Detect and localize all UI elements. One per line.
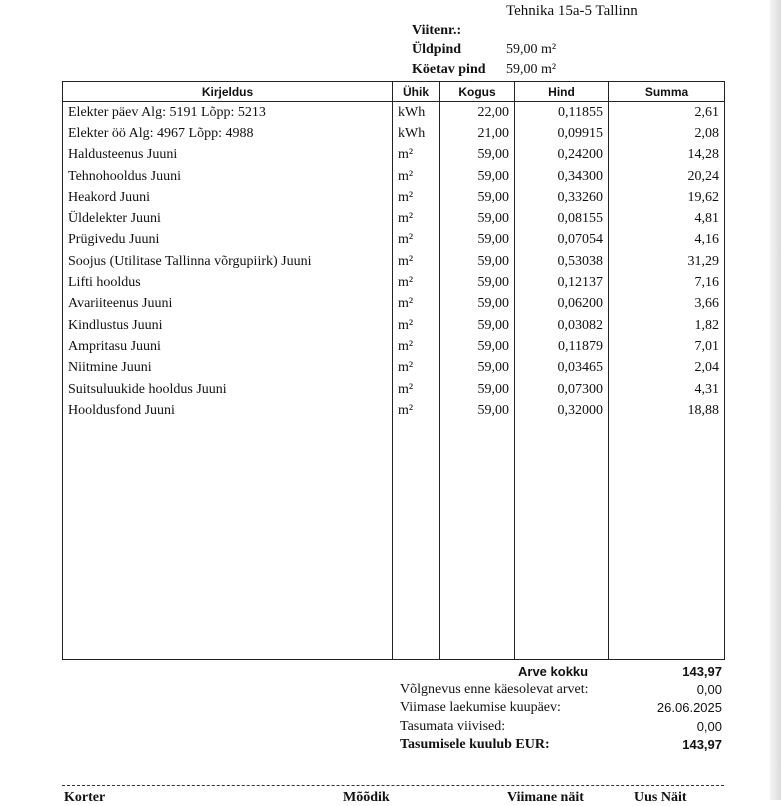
row-quantity: 59,00 (440, 336, 515, 357)
row-unit: m² (393, 379, 440, 400)
total-row (400, 664, 724, 682)
row-price: 0,03082 (515, 315, 609, 336)
row-description: Prügivedu Juuni (63, 230, 393, 251)
gross-area-value: 59,00 m² (506, 42, 557, 57)
row-price: 0,03465 (515, 358, 609, 379)
row-description: Kindlustus Juuni (63, 315, 393, 336)
payable-value: 143,97 (682, 737, 722, 752)
row-description: Heakord Juuni (63, 187, 393, 208)
row-quantity: 59,00 (440, 315, 515, 336)
table-row (63, 145, 725, 166)
row-quantity: 59,00 (440, 358, 515, 379)
table-row (63, 336, 725, 357)
row-unit: m² (393, 358, 440, 379)
heated-area-label: Köetav pind (412, 62, 486, 77)
row-unit: m² (393, 145, 440, 166)
row-sum: 4,81 (609, 208, 725, 229)
row-price: 0,07300 (515, 379, 609, 400)
row-sum: 3,66 (609, 294, 725, 315)
row-unit: kWh (393, 102, 440, 124)
row-unit: m² (393, 272, 440, 293)
last-payment-row (400, 700, 724, 718)
row-sum: 2,04 (609, 358, 725, 379)
column-header-unit: Ühik (393, 82, 440, 102)
row-description: Soojus (Utilitase Tallinna võrgupiirk) Juuni (63, 251, 393, 272)
table-row (63, 123, 725, 144)
row-quantity: 59,00 (440, 166, 515, 187)
charges-table (62, 81, 725, 660)
row-sum: 18,88 (609, 400, 725, 421)
row-sum: 1,82 (609, 315, 725, 336)
row-description: Hooldusfond Juuni (63, 400, 393, 421)
row-unit: m² (393, 251, 440, 272)
debt-label: Võlgnevus enne käesolevat arvet: (400, 682, 589, 697)
gross-area-label: Üldpind (412, 42, 462, 57)
row-description: Lifti hooldus (63, 272, 393, 293)
row-quantity: 59,00 (440, 230, 515, 251)
row-price: 0,09915 (515, 123, 609, 144)
payable-label: Tasumisele kuulub EUR: (400, 737, 550, 752)
footer-new-reading-header: Uus Näit (634, 790, 687, 805)
debt-row (400, 682, 724, 700)
table-row (63, 358, 725, 379)
row-unit: m² (393, 336, 440, 357)
column-header-price: Hind (515, 82, 609, 102)
row-unit: m² (393, 400, 440, 421)
row-price: 0,32000 (515, 400, 609, 421)
row-quantity: 59,00 (440, 294, 515, 315)
row-unit: m² (393, 187, 440, 208)
row-sum: 7,16 (609, 272, 725, 293)
row-price: 0,53038 (515, 251, 609, 272)
row-description: Niitmine Juuni (63, 358, 393, 379)
row-sum: 14,28 (609, 145, 725, 166)
row-sum: 2,08 (609, 123, 725, 144)
column-header-sum: Summa (609, 82, 725, 102)
row-quantity: 21,00 (440, 123, 515, 144)
row-quantity: 59,00 (440, 272, 515, 293)
penalty-label: Tasumata viivised: (400, 719, 506, 734)
total-value: 143,97 (682, 664, 722, 679)
row-quantity: 22,00 (440, 102, 515, 124)
row-quantity: 59,00 (440, 187, 515, 208)
row-price: 0,07054 (515, 230, 609, 251)
table-row (63, 187, 725, 208)
table-row (63, 102, 725, 124)
row-price: 0,12137 (515, 272, 609, 293)
row-price: 0,11879 (515, 336, 609, 357)
last-payment-label: Viimase laekumise kuupäev: (400, 700, 561, 715)
row-description: Suitsuluukide hooldus Juuni (63, 379, 393, 400)
row-sum: 20,24 (609, 166, 725, 187)
row-price: 0,33260 (515, 187, 609, 208)
column-header-quantity: Kogus (440, 82, 515, 102)
penalty-row (400, 719, 724, 737)
row-description: Haldusteenus Juuni (63, 145, 393, 166)
row-description: Avariiteenus Juuni (63, 294, 393, 315)
table-row (63, 400, 725, 421)
row-unit: m² (393, 315, 440, 336)
footer-last-reading-header: Viimane näit (507, 790, 584, 805)
page-edge-shadow (770, 0, 781, 800)
last-payment-value: 26.06.2025 (656, 700, 722, 715)
row-description: Tehnohooldus Juuni (63, 166, 393, 187)
table-row (63, 315, 725, 336)
heated-area-value: 59,00 m² (506, 62, 557, 77)
row-description: Üldelekter Juuni (63, 208, 393, 229)
row-unit: kWh (393, 123, 440, 144)
dashed-divider (62, 785, 724, 786)
row-quantity: 59,00 (440, 145, 515, 166)
row-description: Elekter öö Alg: 4967 Lõpp: 4988 (63, 123, 393, 144)
debt-value: 0,00 (696, 682, 722, 697)
payable-row (400, 737, 724, 755)
row-price: 0,08155 (515, 208, 609, 229)
penalty-value: 0,00 (696, 719, 722, 734)
row-unit: m² (393, 230, 440, 251)
table-row (63, 294, 725, 315)
row-price: 0,06200 (515, 294, 609, 315)
apartment-address: Tehnika 15a-5 Tallinn (506, 3, 638, 19)
row-price: 0,24200 (515, 145, 609, 166)
table-header-row (63, 82, 725, 102)
table-row (63, 251, 725, 272)
row-price: 0,34300 (515, 166, 609, 187)
table-row (63, 230, 725, 251)
column-header-description: Kirjeldus (63, 82, 393, 102)
row-sum: 4,16 (609, 230, 725, 251)
row-unit: m² (393, 294, 440, 315)
row-sum: 2,61 (609, 102, 725, 124)
row-quantity: 59,00 (440, 251, 515, 272)
row-unit: m² (393, 208, 440, 229)
footer-apartment-header: Korter (64, 790, 106, 805)
row-sum: 7,01 (609, 336, 725, 357)
row-quantity: 59,00 (440, 400, 515, 421)
table-row (63, 379, 725, 400)
row-sum: 19,62 (609, 187, 725, 208)
table-row (63, 208, 725, 229)
row-price: 0,11855 (515, 102, 609, 124)
row-description: Ampritasu Juuni (63, 336, 393, 357)
row-description: Elekter päev Alg: 5191 Lõpp: 5213 (63, 102, 393, 124)
row-sum: 4,31 (609, 379, 725, 400)
footer-meter-header: Mõõdik (343, 790, 390, 805)
row-unit: m² (393, 166, 440, 187)
table-empty-space (63, 421, 725, 659)
table-row (63, 166, 725, 187)
row-sum: 31,29 (609, 251, 725, 272)
reference-label: Viitenr.: (412, 23, 462, 38)
row-quantity: 59,00 (440, 208, 515, 229)
row-quantity: 59,00 (440, 379, 515, 400)
total-label: Arve kokku (518, 664, 589, 679)
table-row (63, 272, 725, 293)
